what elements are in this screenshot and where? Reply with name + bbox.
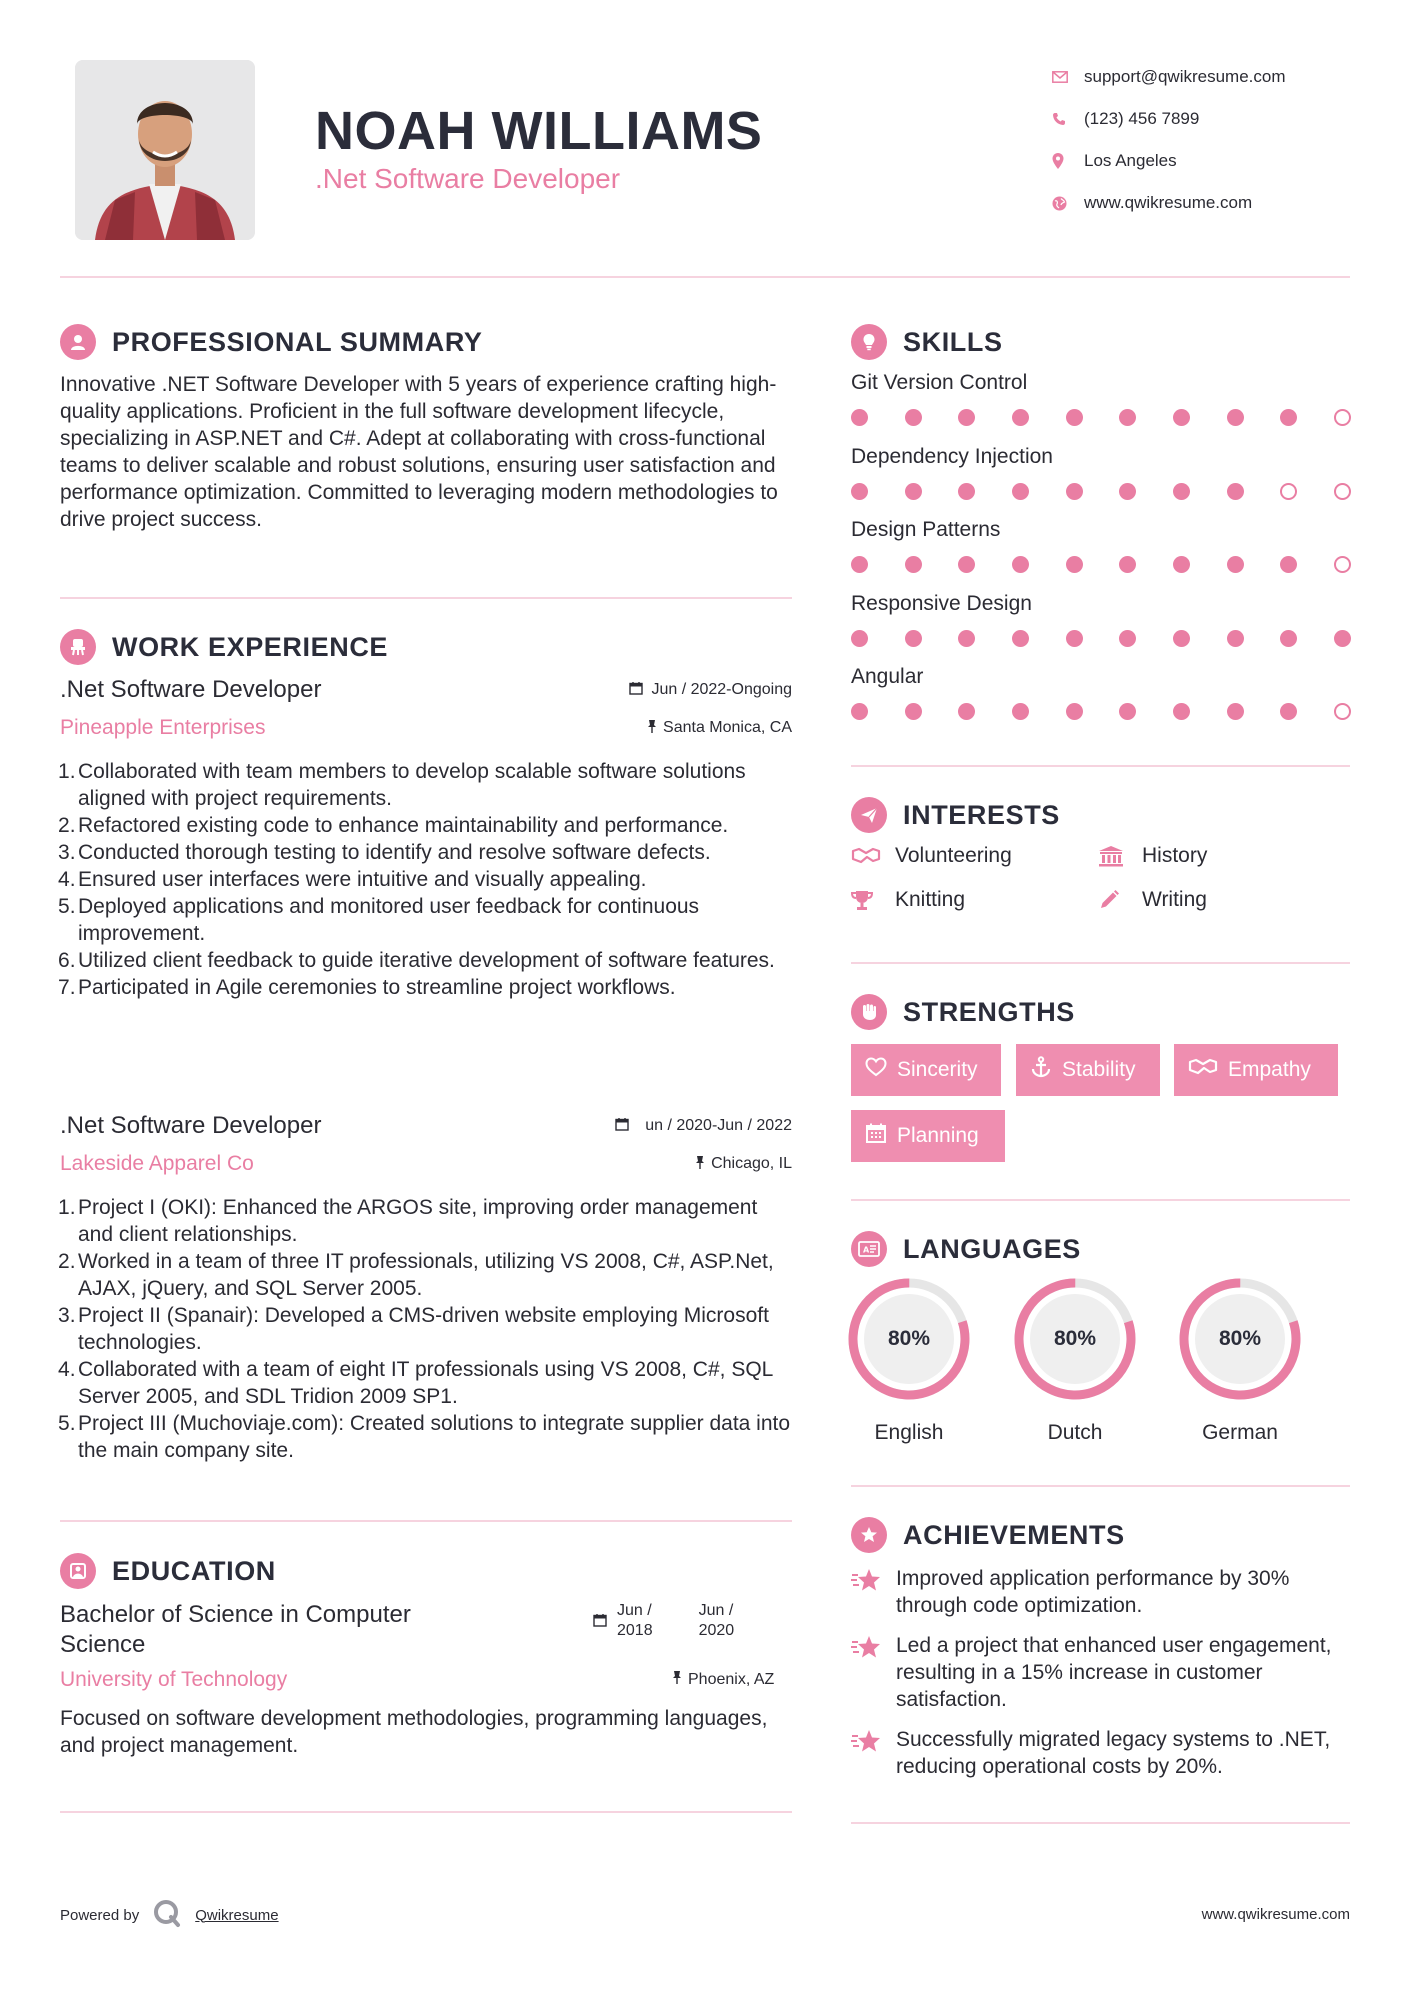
language-name: German: [1202, 1421, 1278, 1444]
job-location: Chicago, IL: [695, 1155, 792, 1174]
rating-dot-filled: [1012, 556, 1029, 573]
languages-divider: [851, 1485, 1350, 1487]
strength-tag-sincerity: Sincerity: [851, 1044, 1001, 1096]
calendar-icon: [615, 1117, 629, 1136]
fist-icon: [851, 994, 887, 1030]
list-item: Refactored existing code to enhance maintainability and performance.: [78, 814, 729, 837]
candidate-title: .Net Software Developer: [315, 163, 621, 194]
rating-dot-filled: [1173, 630, 1190, 647]
pencil-icon: [1098, 889, 1142, 911]
trophy-icon: [851, 889, 895, 911]
pushpin-icon: [672, 1670, 682, 1689]
museum-icon: [1098, 845, 1142, 867]
achievements-divider: [851, 1822, 1350, 1824]
list-item: Project I (OKI): Enhanced the ARGOS site, improving order management and client relationships.: [78, 1196, 758, 1246]
rating-dot-filled: [1119, 556, 1136, 573]
contact-email[interactable]: support@qwikresume.com: [1052, 56, 1286, 98]
rating-dot-filled: [1119, 483, 1136, 500]
skill-item: [851, 665, 1351, 720]
education-start: Jun / 2018: [617, 1602, 653, 1639]
contact-list: [1052, 56, 1286, 224]
job-dates: un / 2020-Jun / 2022: [615, 1117, 792, 1136]
contact-location: Los Angeles: [1052, 140, 1286, 182]
rating-dot-filled: [1119, 409, 1136, 426]
calendar-icon: [593, 1601, 607, 1633]
qwikresume-logo-icon: [151, 1897, 183, 1933]
achievements-heading: ACHIEVEMENTS: [851, 1517, 1125, 1553]
job-responsibilities: [60, 1194, 792, 1464]
strength-tag-stability: Stability: [1016, 1044, 1160, 1096]
rating-dot-filled: [1119, 703, 1136, 720]
phone-icon: [1052, 109, 1084, 129]
list-item: Conducted thorough testing to identify and resolve software defects.: [78, 841, 711, 864]
achievement-item: Led a project that enhanced user engagement, resulting in a 15% increase in customer satisfaction.: [851, 1632, 1351, 1713]
language-item: [847, 1277, 971, 1445]
handshake-icon: [1188, 1058, 1218, 1082]
rating-dot-filled: [1012, 409, 1029, 426]
list-item: Utilized client feedback to guide iterative development of software features.: [78, 949, 775, 972]
work-divider: [60, 1520, 792, 1522]
rating-dot-filled: [1012, 483, 1029, 500]
rating-dot-filled: [1173, 409, 1190, 426]
language-card-icon: [851, 1231, 887, 1267]
strengths-heading: STRENGTHS: [851, 994, 1075, 1030]
rating-dot-filled: [958, 703, 975, 720]
header-divider: [60, 276, 1350, 278]
star-icon: [851, 1565, 896, 1619]
profile-photo: [75, 60, 255, 240]
rating-dot-filled: [851, 556, 868, 573]
rating-dot-filled: [851, 703, 868, 720]
education-description: Focused on software development methodologies, programming languages, and project management.: [60, 1707, 768, 1757]
skill-item: [851, 371, 1351, 426]
skills-divider: [851, 765, 1350, 767]
summary-text: Innovative .NET Software Developer with 5 years of experience crafting high-quality applications. Proficient in the full software development lifecycle, specializing in ASP.NET and C#. Adept at collaborating with cross-functional teams to deliver scalable and robust solutions, ensuring user satisfaction and performance optimization. Committed to leveraging modern methodologies to drive project success.: [60, 373, 778, 531]
pushpin-icon: [695, 1155, 705, 1174]
rating-dot-filled: [1227, 556, 1244, 573]
job-dates: Jun / 2022-Ongoing: [629, 681, 792, 700]
list-item: Collaborated with team members to develop scalable software solutions aligned with project requirements.: [78, 760, 746, 810]
contact-phone[interactable]: (123) 456 7899: [1052, 98, 1286, 140]
envelope-icon: [1052, 67, 1084, 87]
interest-knitting: Knitting: [851, 888, 965, 912]
language-item: [1178, 1277, 1302, 1445]
language-percent: 80%: [1053, 1327, 1097, 1350]
rating-dot-filled: [1280, 630, 1297, 647]
skill-item: [851, 445, 1351, 500]
interests-divider: [851, 962, 1350, 964]
skill-rating: [851, 556, 1351, 573]
graduate-icon: [60, 1553, 96, 1589]
rating-dot-filled: [958, 483, 975, 500]
rating-dot-filled: [905, 483, 922, 500]
skill-name: Angular: [851, 665, 924, 688]
skill-name: Dependency Injection: [851, 444, 1053, 468]
language-percent: 80%: [887, 1327, 931, 1350]
calendar-icon: [629, 681, 643, 700]
achievement-item: Improved application performance by 30% through code optimization.: [851, 1565, 1351, 1619]
rating-dot-filled: [1119, 630, 1136, 647]
language-item: [1013, 1277, 1137, 1445]
rating-dot-filled: [1066, 703, 1083, 720]
rating-dot-filled: [1173, 703, 1190, 720]
languages-heading: A LANGUAGES: [851, 1231, 1081, 1267]
rating-dot-empty: [1334, 556, 1351, 573]
rating-dot-filled: [851, 483, 868, 500]
strength-tag-planning: Planning: [851, 1110, 1005, 1162]
chair-icon: [60, 629, 96, 665]
education-heading: EDUCATION: [60, 1553, 276, 1589]
rating-dot-filled: [1227, 630, 1244, 647]
star-badge-icon: [851, 1517, 887, 1553]
degree-title: Bachelor of Science in Computer Science: [60, 1601, 411, 1658]
list-item: Collaborated with a team of eight IT professionals using VS 2008, C#, SQL Server 2005, and SDL Tridion 2009 SP1.: [78, 1358, 773, 1408]
work-heading: WORK EXPERIENCE: [60, 629, 388, 665]
rating-dot-filled: [1066, 630, 1083, 647]
interests-heading: INTERESTS: [851, 797, 1060, 833]
rating-dot-filled: [1280, 703, 1297, 720]
user-icon: [60, 324, 96, 360]
list-item: Project III (Muchoviaje.com): Created solutions to integrate supplier data into the main company site.: [78, 1412, 791, 1462]
rating-dot-filled: [1334, 630, 1351, 647]
rating-dot-filled: [1012, 630, 1029, 647]
handshake-icon: [851, 847, 895, 865]
school-name: University of Technology: [60, 1668, 288, 1691]
skill-rating: [851, 409, 1351, 426]
job-title: .Net Software Developer: [60, 676, 322, 703]
anchor-icon: [1030, 1056, 1052, 1084]
skill-item: [851, 518, 1351, 573]
rating-dot-filled: [1066, 483, 1083, 500]
skill-name: Design Patterns: [851, 518, 1001, 541]
job-title: .Net Software Developer: [60, 1112, 322, 1139]
rating-dot-empty: [1334, 483, 1351, 500]
list-item: Worked in a team of three IT professionals, utilizing VS 2008, C#, ASP.Net, AJAX, jQuery, and SQL Server 2005.: [78, 1250, 774, 1300]
rating-dot-filled: [1227, 703, 1244, 720]
strengths-divider: [851, 1199, 1350, 1201]
rating-dot-filled: [1173, 483, 1190, 500]
language-name: Dutch: [1047, 1421, 1103, 1444]
job-responsibilities: [60, 758, 792, 1001]
rating-dot-empty: [1334, 409, 1351, 426]
rating-dot-filled: [851, 409, 868, 426]
rating-dot-filled: [958, 556, 975, 573]
footer-website-link[interactable]: www.qwikresume.com: [1201, 1906, 1350, 1923]
calendar-icon: [865, 1122, 887, 1150]
rating-dot-filled: [1280, 409, 1297, 426]
skill-rating: [851, 630, 1351, 647]
achievement-item: Successfully migrated legacy systems to .NET, reducing operational costs by 20%.: [851, 1726, 1351, 1780]
globe-icon: [1052, 193, 1084, 213]
rating-dot-filled: [851, 630, 868, 647]
language-name: English: [874, 1421, 944, 1444]
rating-dot-filled: [1173, 556, 1190, 573]
rating-dot-filled: [958, 630, 975, 647]
rating-dot-filled: [1012, 703, 1029, 720]
location-pin-icon: [1052, 151, 1084, 171]
skill-rating: [851, 703, 1351, 720]
skill-rating: [851, 483, 1351, 500]
job-company: Pineapple Enterprises: [60, 716, 266, 739]
summary-divider: [60, 597, 792, 599]
skill-name: Git Version Control: [851, 371, 1028, 394]
candidate-name: NOAH WILLIAMS: [315, 101, 763, 161]
rating-dot-filled: [905, 409, 922, 426]
svg-text:A: A: [863, 1245, 870, 1255]
education-end: Jun / 2020: [698, 1602, 735, 1639]
job-entry-2: [60, 1112, 792, 1464]
education-divider: [60, 1811, 792, 1813]
footer-brand-link[interactable]: Qwikresume: [195, 1906, 279, 1924]
rating-dot-filled: [958, 409, 975, 426]
rating-dot-filled: [905, 630, 922, 647]
rating-dot-empty: [1334, 703, 1351, 720]
footer-powered-by: Powered by Qwikresume: [60, 1897, 279, 1933]
rating-dot-filled: [1066, 409, 1083, 426]
list-item: Ensured user interfaces were intuitive and visually appealing.: [78, 868, 647, 891]
language-percent: 80%: [1218, 1327, 1262, 1350]
contact-website[interactable]: www.qwikresume.com: [1052, 182, 1286, 224]
list-item: Participated in Agile ceremonies to streamline project workflows.: [78, 976, 676, 999]
rating-dot-empty: [1280, 483, 1297, 500]
pushpin-icon: [647, 719, 657, 738]
job-company: Lakeside Apparel Co: [60, 1152, 254, 1175]
heart-icon: [865, 1057, 887, 1083]
interest-volunteering: Volunteering: [851, 844, 1012, 868]
job-location: Santa Monica, CA: [647, 719, 792, 738]
summary-heading: PROFESSIONAL SUMMARY: [60, 324, 483, 360]
rating-dot-filled: [1280, 556, 1297, 573]
list-item: Deployed applications and monitored user feedback for continuous improvement.: [78, 895, 700, 945]
skill-name: Responsive Design: [851, 591, 1032, 615]
education-dates: [593, 1601, 734, 1641]
interest-history: History: [1098, 844, 1207, 868]
rating-dot-filled: [1227, 483, 1244, 500]
star-icon: [851, 1632, 896, 1713]
rating-dot-filled: [1227, 409, 1244, 426]
paper-plane-icon: [851, 797, 887, 833]
rating-dot-filled: [905, 556, 922, 573]
job-entry-1: [60, 676, 792, 1001]
skill-item: [851, 592, 1351, 647]
list-item: Project II (Spanair): Developed a CMS-driven website employing Microsoft technologies.: [78, 1304, 769, 1354]
star-icon: [851, 1726, 896, 1780]
education-location: Phoenix, AZ: [672, 1670, 774, 1689]
interest-writing: Writing: [1098, 888, 1207, 912]
skills-heading: SKILLS: [851, 324, 1003, 360]
strength-tag-empathy: Empathy: [1174, 1044, 1338, 1096]
rating-dot-filled: [1066, 556, 1083, 573]
lightbulb-icon: [851, 324, 887, 360]
rating-dot-filled: [905, 703, 922, 720]
